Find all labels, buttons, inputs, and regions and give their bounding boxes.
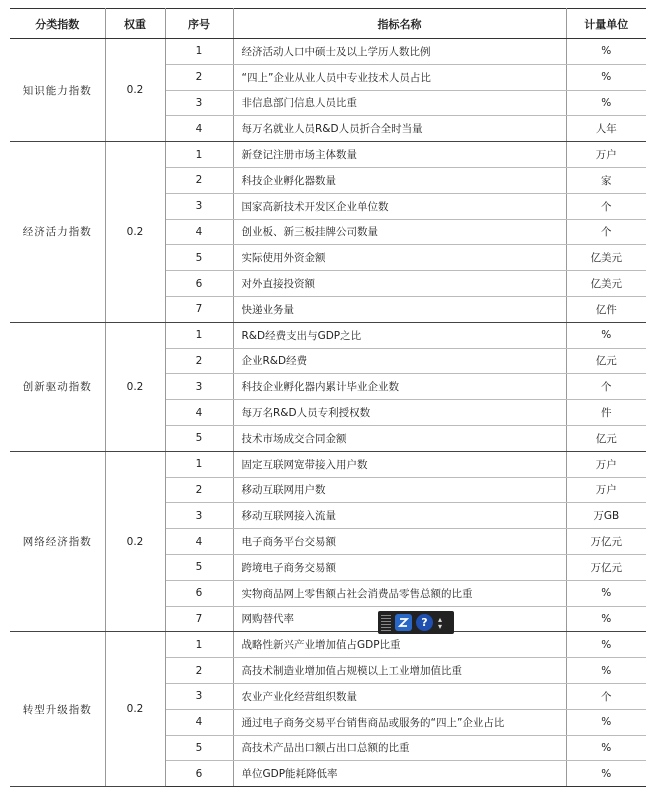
unit-cell: % (566, 632, 646, 658)
unit-cell: % (566, 90, 646, 116)
indicator-name-cell: 固定互联网宽带接入用户数 (233, 451, 566, 477)
unit-cell: 万GB (566, 503, 646, 529)
unit-cell: 人年 (566, 116, 646, 142)
indicator-name-cell: 高技术产品出口额占出口总额的比重 (233, 735, 566, 761)
indicator-name-cell: 快递业务量 (233, 296, 566, 322)
table-row (10, 39, 646, 65)
indicator-name-cell: 通过电子商务交易平台销售商品或服务的“四上”企业占比 (233, 709, 566, 735)
number-cell: 5 (165, 245, 233, 271)
indicator-name-cell: 电子商务平台交易额 (233, 529, 566, 555)
unit-cell: 亿元 (566, 348, 646, 374)
indicator-name-cell: R&D经费支出与GDP之比 (233, 322, 566, 348)
number-cell: 6 (165, 271, 233, 297)
weight-cell: 0.2 (105, 322, 165, 451)
category-cell: 创新驱动指数 (10, 322, 105, 451)
indicator-name-cell: 农业产业化经营组织数量 (233, 683, 566, 709)
number-cell: 1 (165, 142, 233, 168)
number-cell: 4 (165, 529, 233, 555)
indicator-name-cell: 战略性新兴产业增加值占GDP比重 (233, 632, 566, 658)
unit-cell: % (566, 64, 646, 90)
indicator-name-cell: 对外直接投资额 (233, 271, 566, 297)
unit-cell: % (566, 322, 646, 348)
indicator-name-cell: 每万名就业人员R&D人员折合全时当量 (233, 116, 566, 142)
weight-cell: 0.2 (105, 142, 165, 323)
indicator-name-cell: 跨境电子商务交易额 (233, 554, 566, 580)
table-row (10, 142, 646, 168)
indicator-name-cell: 创业板、新三板挂牌公司数量 (233, 219, 566, 245)
number-cell: 7 (165, 296, 233, 322)
unit-cell: 个 (566, 374, 646, 400)
unit-cell: % (566, 39, 646, 65)
unit-cell: 万户 (566, 477, 646, 503)
indicator-name-cell: 新登记注册市场主体数量 (233, 142, 566, 168)
indicator-name-cell: 科技企业孵化器内累计毕业企业数 (233, 374, 566, 400)
menu-icon[interactable]: ▴ ▾ (438, 614, 443, 631)
indicator-name-cell: 国家高新技术开发区企业单位数 (233, 193, 566, 219)
unit-cell: 亿美元 (566, 245, 646, 271)
number-cell: 3 (165, 683, 233, 709)
help-icon[interactable]: ? (416, 614, 433, 631)
indicator-name-cell: “四上”企业从业人员中专业技术人员占比 (233, 64, 566, 90)
number-cell: 4 (165, 400, 233, 426)
unit-cell: 万亿元 (566, 529, 646, 555)
table-row (10, 632, 646, 658)
number-cell: 7 (165, 606, 233, 632)
number-cell: 1 (165, 632, 233, 658)
indicator-name-cell: 实际使用外资金额 (233, 245, 566, 271)
weight-cell: 0.2 (105, 451, 165, 632)
unit-cell: % (566, 761, 646, 787)
indicator-name-cell: 科技企业孵化器数量 (233, 167, 566, 193)
unit-cell: 亿元 (566, 425, 646, 451)
unit-cell: 家 (566, 167, 646, 193)
number-cell: 5 (165, 425, 233, 451)
header-unit: 计量单位 (566, 9, 646, 39)
grip-icon[interactable] (381, 614, 391, 631)
indicator-name-cell: 技术市场成交合同金额 (233, 425, 566, 451)
number-cell: 2 (165, 658, 233, 684)
number-cell: 3 (165, 193, 233, 219)
unit-cell: 万户 (566, 451, 646, 477)
indicator-name-cell: 单位GDP能耗降低率 (233, 761, 566, 787)
indicator-name-cell: 经济活动人口中硕士及以上学历人数比例 (233, 39, 566, 65)
number-cell: 4 (165, 116, 233, 142)
unit-cell: 件 (566, 400, 646, 426)
weight-cell: 0.2 (105, 39, 165, 142)
number-cell: 2 (165, 64, 233, 90)
unit-cell: 万户 (566, 142, 646, 168)
unit-cell: % (566, 709, 646, 735)
indicator-name-cell: 移动互联网接入流量 (233, 503, 566, 529)
indicator-name-cell: 移动互联网用户数 (233, 477, 566, 503)
unit-cell: % (566, 735, 646, 761)
number-cell: 2 (165, 477, 233, 503)
unit-cell: 亿件 (566, 296, 646, 322)
number-cell: 1 (165, 39, 233, 65)
category-cell: 网络经济指数 (10, 451, 105, 632)
category-cell: 经济活力指数 (10, 142, 105, 323)
number-cell: 6 (165, 580, 233, 606)
indicator-name-cell: 网购替代率 (233, 606, 566, 632)
unit-cell: % (566, 580, 646, 606)
indicator-name-cell: 非信息部门信息人员比重 (233, 90, 566, 116)
number-cell: 3 (165, 374, 233, 400)
number-cell: 2 (165, 348, 233, 374)
number-cell: 5 (165, 735, 233, 761)
number-cell: 1 (165, 451, 233, 477)
unit-cell: 个 (566, 219, 646, 245)
indicator-name-cell: 高技术制造业增加值占规模以上工业增加值比重 (233, 658, 566, 684)
floating-toolbar[interactable] (378, 611, 454, 634)
zoom-icon[interactable] (395, 614, 412, 631)
number-cell: 2 (165, 167, 233, 193)
indicator-name-cell: 每万名R&D人员专利授权数 (233, 400, 566, 426)
header-number: 序号 (165, 9, 233, 39)
number-cell: 1 (165, 322, 233, 348)
header-category: 分类指数 (10, 9, 105, 39)
number-cell: 5 (165, 554, 233, 580)
indicator-table (10, 8, 646, 787)
unit-cell: % (566, 606, 646, 632)
indicator-name-cell: 企业R&D经费 (233, 348, 566, 374)
number-cell: 6 (165, 761, 233, 787)
number-cell: 3 (165, 90, 233, 116)
weight-cell: 0.2 (105, 632, 165, 787)
table-header-row (10, 9, 646, 39)
header-weight: 权重 (105, 9, 165, 39)
table-body (10, 39, 646, 787)
table-row (10, 451, 646, 477)
unit-cell: 个 (566, 683, 646, 709)
category-cell: 知识能力指数 (10, 39, 105, 142)
unit-cell: 万亿元 (566, 554, 646, 580)
number-cell: 4 (165, 219, 233, 245)
number-cell: 3 (165, 503, 233, 529)
unit-cell: 个 (566, 193, 646, 219)
category-cell: 转型升级指数 (10, 632, 105, 787)
unit-cell: % (566, 658, 646, 684)
table-row (10, 322, 646, 348)
indicator-name-cell: 实物商品网上零售额占社会消费品零售总额的比重 (233, 580, 566, 606)
unit-cell: 亿美元 (566, 271, 646, 297)
number-cell: 4 (165, 709, 233, 735)
header-indicator-name: 指标名称 (233, 9, 566, 39)
